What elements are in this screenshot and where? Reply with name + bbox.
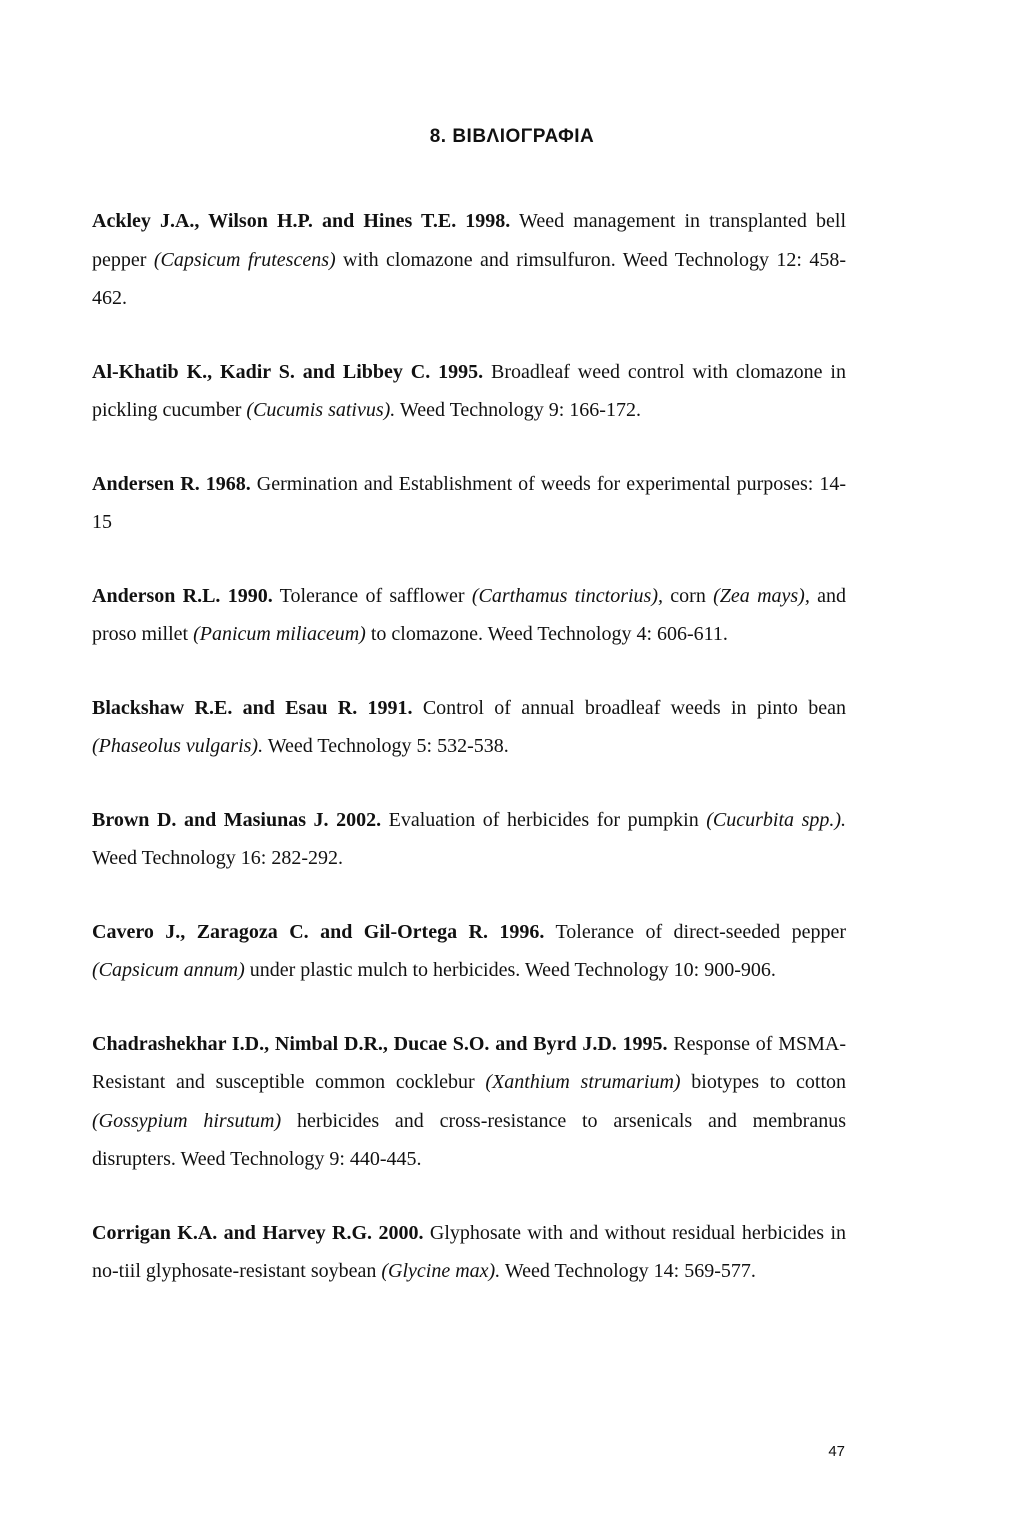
reference-entry bbox=[92, 353, 846, 430]
reference-entry bbox=[92, 913, 846, 990]
reference-entry bbox=[92, 577, 846, 654]
reference-authors: Anderson R.L. 1990. bbox=[92, 584, 273, 607]
reference-text: Glyphosate with and without residual herbicides in no-tiil glyphosate-resistant soybean bbox=[92, 1221, 846, 1282]
reference-text: Tolerance of safflower bbox=[272, 584, 472, 607]
species-name: (Zea mays), bbox=[713, 584, 810, 607]
reference-entry bbox=[92, 1214, 846, 1291]
reference-entry bbox=[92, 465, 846, 542]
reference-entry bbox=[92, 202, 846, 318]
reference-text: corn bbox=[663, 584, 714, 607]
reference-text: with clomazone and rimsulfuron. Weed Technology 12: 458-462. bbox=[92, 248, 846, 309]
species-name: (Capsicum frutescens) bbox=[153, 248, 336, 271]
page-number: 47 bbox=[828, 1443, 845, 1460]
species-name: (Cucumis sativus). bbox=[246, 399, 396, 421]
reference-text: biotypes to cotton bbox=[680, 1071, 846, 1093]
reference-text: herbicides and cross-resistance to arsenicals and membranus disrupters. Weed Technology 9: 440-445. bbox=[92, 1109, 846, 1170]
reference-entry bbox=[92, 801, 846, 878]
reference-authors: Chadrashekhar I.D., Nimbal D.R., Ducae S.O. and Byrd J.D. 1995. bbox=[92, 1032, 668, 1055]
species-name: (Panicum miliaceum) bbox=[193, 623, 366, 645]
reference-text: Broadleaf weed control with clomazone in pickling cucumber bbox=[92, 360, 846, 421]
reference-text: Response of MSMA-Resistant and susceptible common cocklebur bbox=[92, 1032, 846, 1093]
reference-authors: Corrigan K.A. and Harvey R.G. 2000. bbox=[92, 1221, 424, 1244]
reference-text: and proso millet bbox=[92, 584, 847, 645]
reference-text: Weed management in transplanted bell pepper bbox=[92, 210, 847, 271]
reference-authors: Brown D. and Masiunas J. 2002. bbox=[92, 808, 382, 831]
section-heading: 8. ΒΙΒΛΙΟΓΡΑΦΙΑ bbox=[429, 126, 595, 147]
species-name: (Glycine max). bbox=[381, 1260, 501, 1282]
reference-text: Control of annual broadleaf weeds in pinto bean bbox=[412, 696, 846, 719]
reference-text: to clomazone. Weed Technology 4: 606-611. bbox=[365, 623, 728, 645]
reference-text: Germination and Establishment of weeds for experimental purposes: 14-15 bbox=[92, 472, 847, 533]
reference-authors: Cavero J., Zaragoza C. and Gil-Ortega R. 1996. bbox=[92, 920, 545, 943]
reference-authors: Blackshaw R.E. and Esau R. 1991. bbox=[92, 696, 413, 719]
reference-authors: Al-Khatib K., Kadir S. and Libbey C. 1995. bbox=[92, 360, 484, 383]
species-name: (Carthamus tinctorius), bbox=[471, 584, 664, 607]
reference-text: under plastic mulch to herbicides. Weed Technology 10: 900-906. bbox=[244, 959, 776, 981]
reference-text: Evaluation of herbicides for pumpkin bbox=[381, 808, 707, 831]
species-name: (Xanthium strumarium) bbox=[485, 1071, 681, 1093]
species-name: (Cucurbita spp.). bbox=[706, 808, 847, 831]
species-name: (Phaseolus vulgaris). bbox=[92, 735, 264, 757]
reference-authors: Andersen R. 1968. bbox=[92, 472, 251, 495]
reference-text: Weed Technology 9: 166-172. bbox=[395, 399, 641, 421]
reference-entry bbox=[92, 689, 846, 766]
species-name: (Gossypium hirsutum) bbox=[92, 1109, 282, 1132]
reference-list bbox=[92, 202, 846, 1326]
reference-authors: Ackley J.A., Wilson H.P. and Hines T.E. 1998. bbox=[92, 210, 511, 232]
reference-text: Weed Technology 5: 532-538. bbox=[263, 735, 509, 757]
reference-text: Tolerance of direct-seeded pepper bbox=[544, 920, 846, 943]
species-name: (Capsicum annum) bbox=[92, 959, 245, 981]
reference-text: Weed Technology 16: 282-292. bbox=[92, 847, 344, 869]
reference-entry bbox=[92, 1025, 846, 1179]
reference-text: Weed Technology 14: 569-577. bbox=[500, 1260, 756, 1282]
